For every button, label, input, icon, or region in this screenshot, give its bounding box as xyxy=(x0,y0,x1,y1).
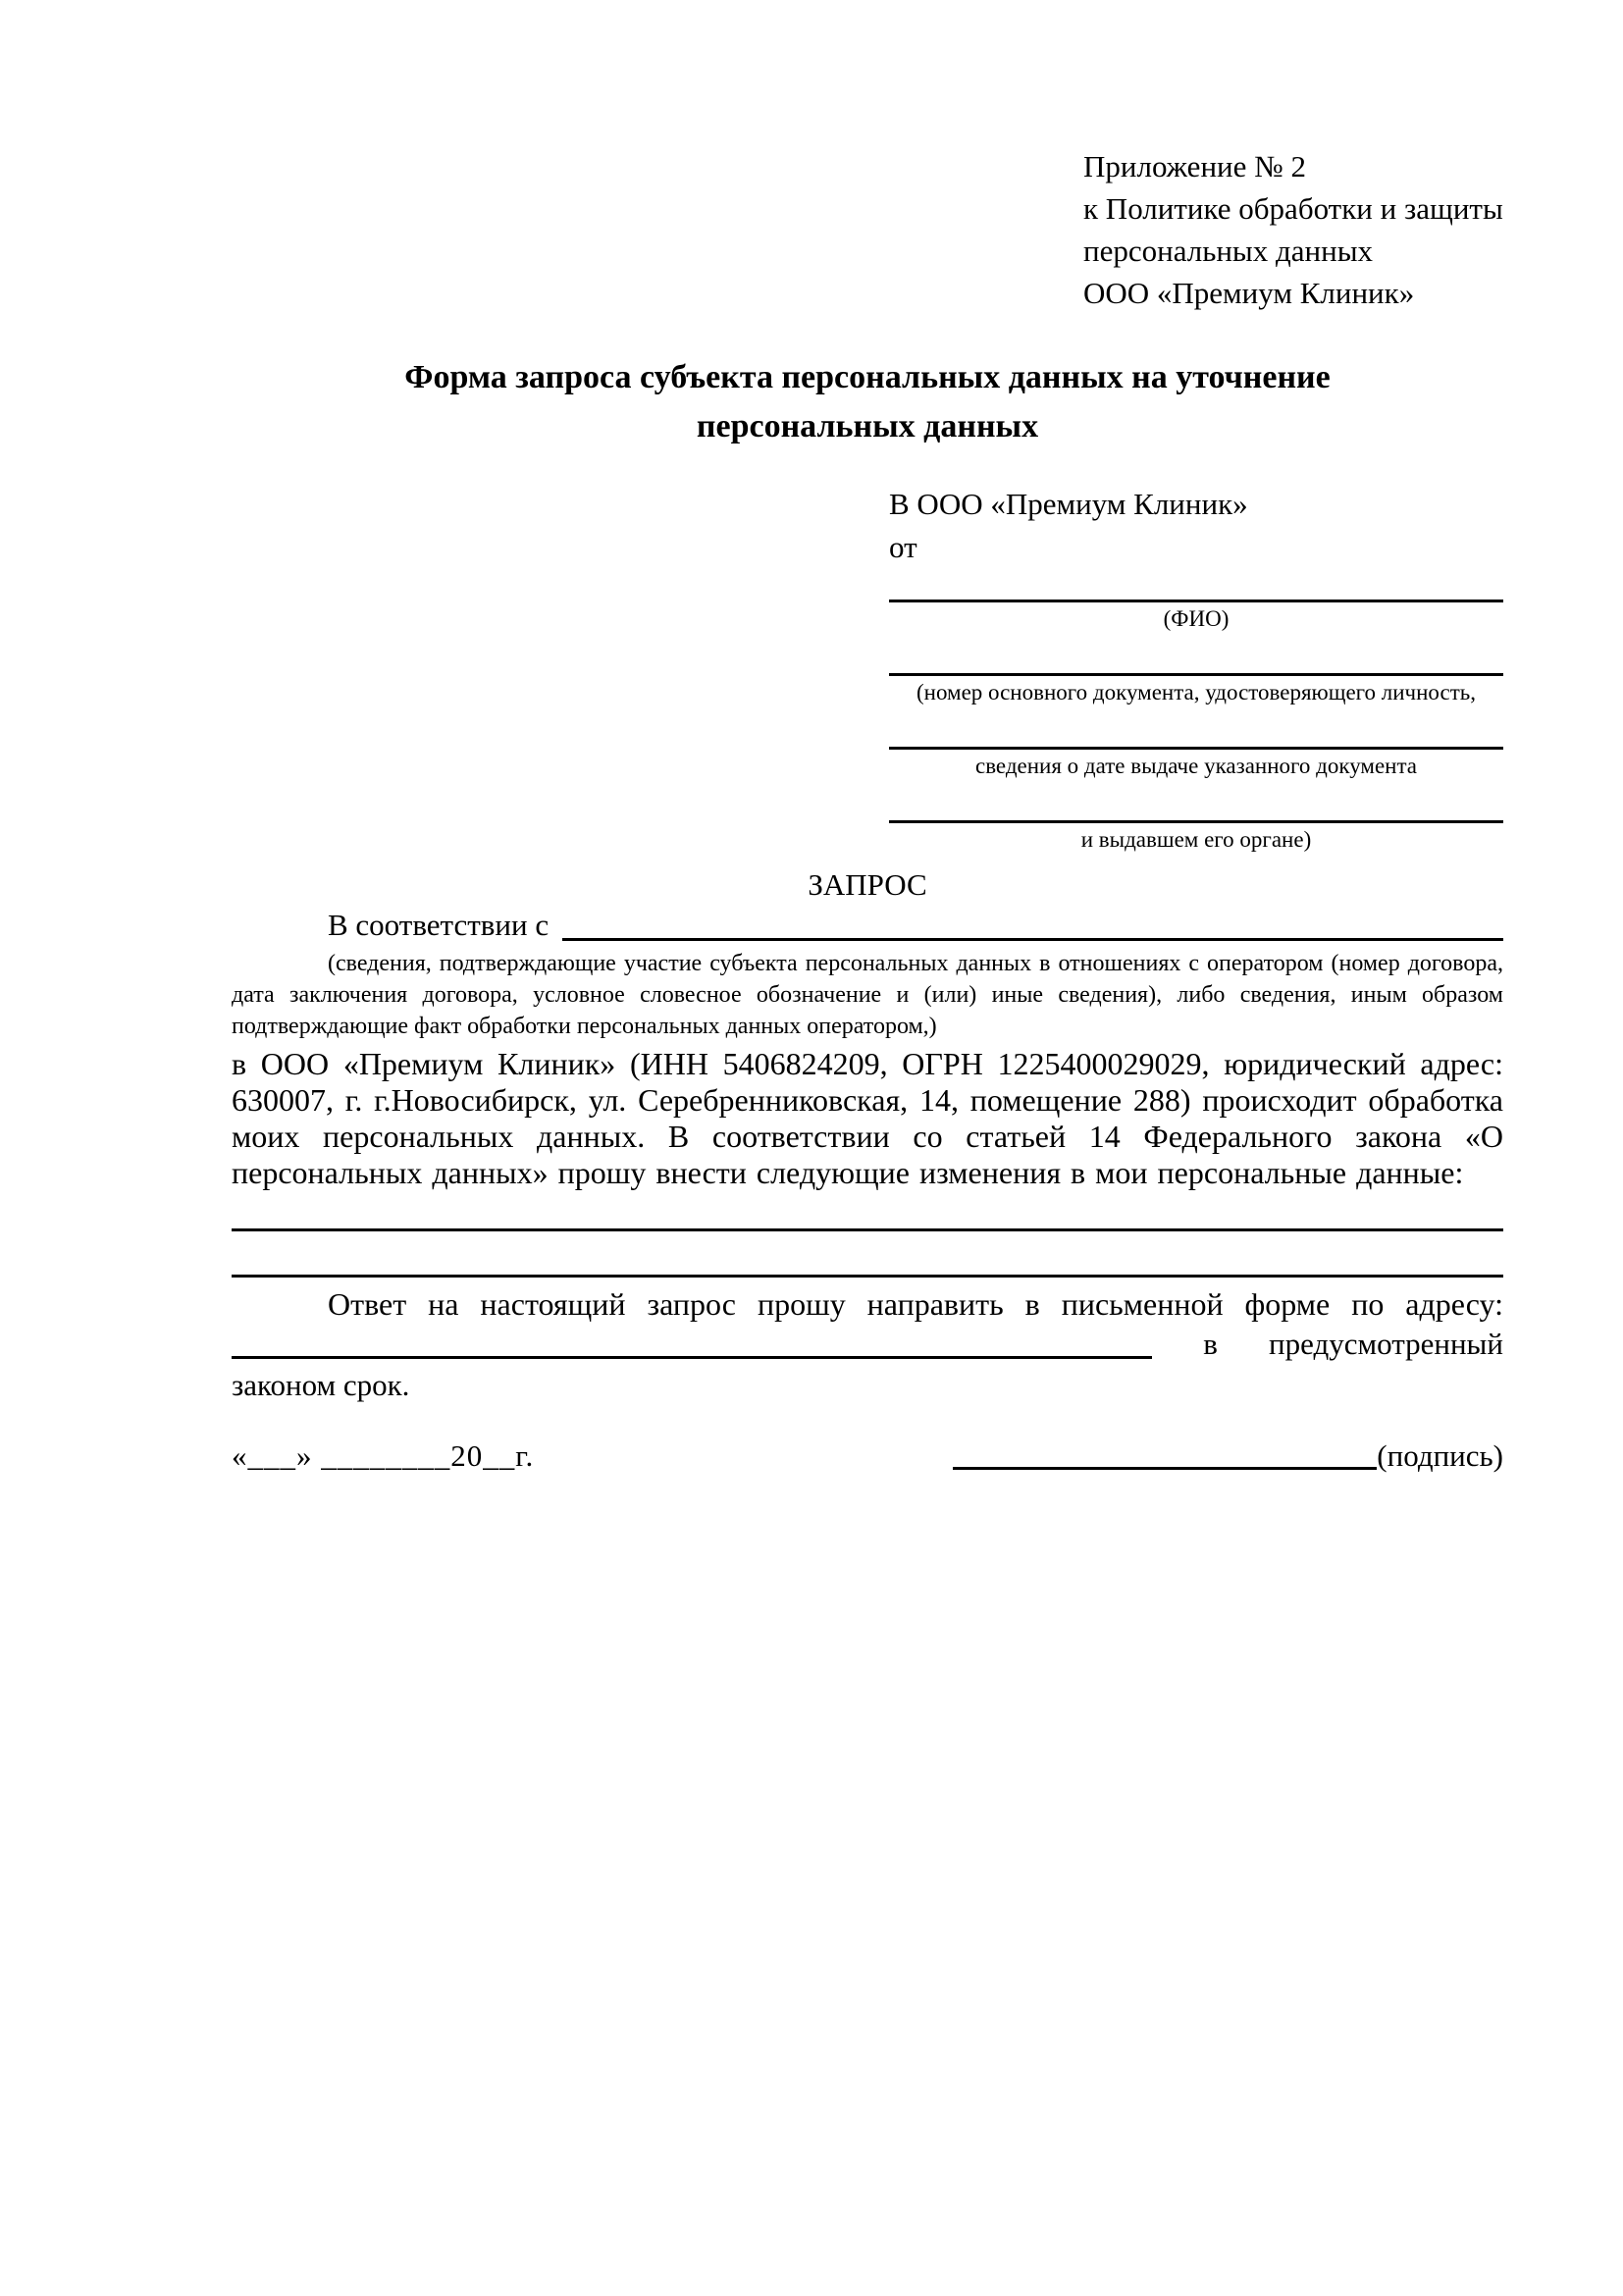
document-number-blank-line[interactable] xyxy=(889,643,1503,676)
fio-field xyxy=(889,569,1503,643)
response-paragraph: Ответ на настоящий запрос прошу направить в письменной форме по адресу: xyxy=(328,1286,1503,1322)
annex-note xyxy=(1083,145,1503,314)
date-signature-row xyxy=(232,1436,1503,1476)
page-title-line: Форма запроса субъекта персональных данных на уточнение xyxy=(404,359,1331,395)
accordance-label: В соответствии с xyxy=(328,908,550,942)
basis-blank-line[interactable] xyxy=(562,905,1503,941)
issue-date-blank-line[interactable] xyxy=(889,716,1503,750)
signature-blank-line[interactable] xyxy=(953,1443,1377,1470)
fine-print: (сведения, подтверждающие участие субъекта персональных данных в отношениях с оператором (номер договора, дата заключения договора, условное словесное обозначение и (или) иные сведения), либо сведения, иным образом подтверждающие факт обработки персональных данных оператором,) xyxy=(232,951,1503,1039)
request-body: в ООО «Премиум Клиник» (ИНН 5406824209, ОГРН 1225400029029, юридический адрес: 630007, г. г.Новосибирск, ул. Серебренниковская, 14, помещение 288) происходит обработка моих персональных данных. В соответствии со статьей 14 Федерального закона «О персональных данных» прошу внести следующие изменения в мои персональные данные: xyxy=(232,1046,1503,1190)
page-title xyxy=(232,353,1503,451)
issue-date-field xyxy=(889,716,1503,790)
changes-blank-line-1[interactable] xyxy=(232,1191,1503,1231)
annex-line: персональных данных xyxy=(1083,234,1374,268)
fio-caption: (ФИО) xyxy=(1163,606,1230,631)
statutory-term-line: законом срок. xyxy=(232,1368,410,1402)
request-heading: ЗАПРОС xyxy=(808,867,927,902)
annex-line: Приложение № 2 xyxy=(1083,149,1306,183)
signature-caption: (подпись) xyxy=(1377,1438,1503,1473)
accordance-row xyxy=(232,905,1503,946)
word-stipulated: предусмотренный xyxy=(1269,1327,1503,1361)
from-label: от xyxy=(889,530,917,564)
document-number-field xyxy=(889,643,1503,716)
issuing-authority-caption: и выдавшем его органе) xyxy=(1080,827,1312,852)
annex-line: к Политике обработки и защиты xyxy=(1083,191,1503,226)
issue-date-caption: сведения о дате выдаче указанного документа xyxy=(974,754,1418,778)
addressee-block xyxy=(889,483,1503,863)
fio-blank-line[interactable] xyxy=(889,569,1503,602)
word-in: в xyxy=(1203,1327,1218,1361)
addressee-to: В ООО «Премиум Клиник» xyxy=(889,487,1248,521)
signature-group xyxy=(953,1436,1503,1476)
page-title-line: персональных данных xyxy=(696,408,1039,444)
address-row xyxy=(232,1323,1503,1364)
changes-blank-line-2[interactable] xyxy=(232,1231,1503,1278)
date-blank[interactable]: «___» ________20__г. xyxy=(232,1438,535,1473)
issuing-authority-field xyxy=(889,790,1503,863)
document-number-caption: (номер основного документа, удостоверяющего личность, xyxy=(916,680,1476,704)
annex-line: ООО «Премиум Клиник» xyxy=(1083,276,1415,310)
address-blank-line[interactable] xyxy=(232,1327,1152,1359)
issuing-authority-blank-line[interactable] xyxy=(889,790,1503,823)
